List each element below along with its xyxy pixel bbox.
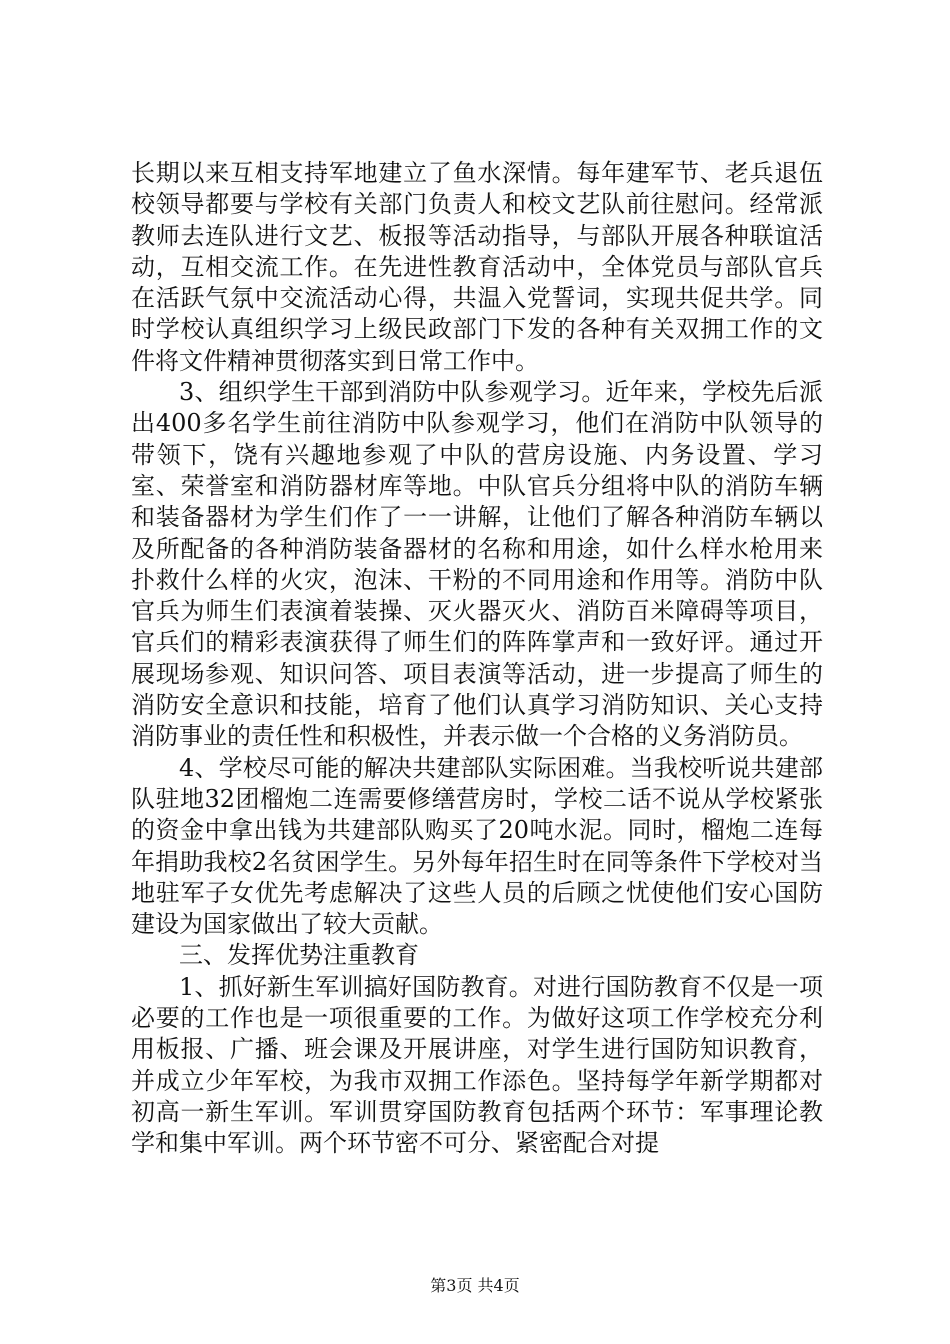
paragraph-military-training: 1、抓好新生军训搞好国防教育。对进行国防教育不仅是一项必要的工作也是一项很重要的工作。为做好这项工作学校充分利用板报、广播、班会课及开展讲座，对学生进行国防知识教育，并成立少年军校，为我市双拥工作添色。坚持每学年新学期都对初高一新生军训。军训贯穿国防教育包括两个环节：军事理论教学和集中军训。两个环节密不可分、紧密配合对提: [131, 972, 823, 1158]
paragraph-continuation: 长期以来互相支持军地建立了鱼水深情。每年建军节、老兵退伍校领导都要与学校有关部门负责人和校文艺队前往慰问。经常派教师去连队进行文艺、板报等活动指导，与部队开展各种联谊活动，互相交流工作。在先进性教育活动中，全体党员与部队官兵在活跃气氛中交流活动心得，共温入党誓词，实现共促共学。同时学校认真组织学习上级民政部门下发的各种有关双拥工作的文件将文件精神贯彻落实到日常工作中。: [131, 159, 823, 375]
section-heading-education: 三、发挥优势注重教育: [179, 941, 419, 970]
paragraph-fire-brigade-visit: 3、组织学生干部到消防中队参观学习。近年来，学校先后派出400多名学生前往消防中队参观学习，他们在消防中队领导的带领下，饶有兴趣地参观了中队的营房设施、内务设置、学习室、荣誉室和消防器材库等地。中队官兵分组将中队的消防车辆和装备器材为学生们作了一一讲解，让他们了解各种消防车辆以及所配备的各种消防装备器材的名称和用途，如什么样水枪用来扑救什么样的火灾，泡沫、干粉的不同用途和作用等。消防中队官兵为师生们表演着装操、灭火器灭火、消防百米障碍等项目，官兵们的精彩表演获得了师生们的阵阵掌声和一致好评。通过开展现场参观、知识问答、项目表演等活动，进一步提高了师生的消防安全意识和技能，培育了他们认真学习消防知识、关心支持消防事业的责任性和积极性，并表示做一个合格的义务消防员。: [131, 378, 823, 751]
document-body: [131, 158, 823, 1160]
page-number-footer: 第3页 共4页: [430, 1276, 520, 1295]
paragraph-support-troops: 4、学校尽可能的解决共建部队实际困难。当我校听说共建部队驻地32团榴炮二连需要修缮营房时，学校二话不说从学校紧张的资金中拿出钱为共建部队购买了20吨水泥。同时，榴炮二连每年捐助我校2名贫困学生。另外每年招生时在同等条件下学校对当地驻军子女优先考虑解决了这些人员的后顾之忧使他们安心国防建设为国家做出了较大贡献。: [131, 753, 823, 939]
